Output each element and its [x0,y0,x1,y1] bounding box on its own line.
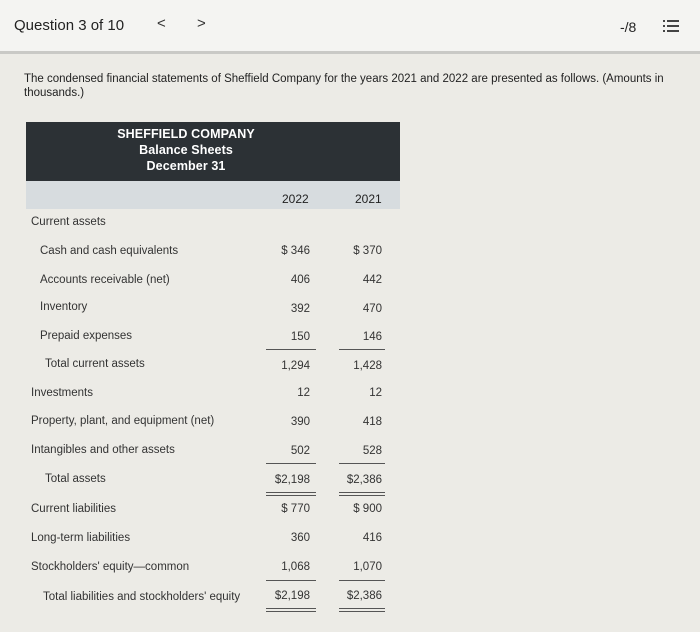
question-counter: Question 3 of 10 [14,17,125,34]
statement-date: December 31 [146,159,226,173]
cell-ppe-2022: 390 [290,416,310,428]
section-current-assets: Current assets [31,216,106,228]
underline [266,580,316,581]
cell-total-assets-2022: $2,198 [274,474,310,486]
cell-total-current-2021: 1,428 [353,360,382,372]
cell-prepaid-2022: 150 [290,331,310,343]
question-intro: The condensed financial statements of Sheffield Company for the years 2021 and 2022 are presented as follows. (Amounts in thousands.) [24,73,664,99]
cell-total-current-2022: 1,294 [281,360,310,372]
double-underline [266,492,316,493]
column-header-2021: 2021 [355,192,382,206]
cell-total-le-2022: $2,198 [274,590,310,602]
row-label-current-liabilities: Current liabilities [31,503,117,515]
cell-prepaid-2021: 146 [362,331,382,343]
cell-cash-2021: $ 370 [353,245,382,257]
row-label-cash: Cash and cash equivalents [40,245,179,257]
cell-investments-2021: 12 [369,387,382,399]
row-label-stockholders-equity: Stockholders' equity—common [31,561,190,573]
cell-current-liabilities-2022: $ 770 [281,503,310,515]
double-underline [266,495,316,496]
cell-lt-liabilities-2022: 360 [290,532,310,544]
company-name: SHEFFIELD COMPANY [117,127,255,141]
row-label-total-assets: Total assets [45,473,106,485]
balance-sheet-title-block [26,122,400,181]
column-header-bar [26,181,400,209]
underline [339,580,385,581]
double-underline [339,492,385,493]
chevron-left-icon[interactable]: < [157,15,166,32]
cell-equity-2022: 1,068 [281,561,310,573]
row-label-prepaid: Prepaid expenses [40,330,133,342]
row-label-total-current-assets: Total current assets [45,358,145,370]
double-underline [339,608,385,609]
cell-current-liabilities-2021: $ 900 [353,503,382,515]
underline [266,463,316,464]
cell-inventory-2021: 470 [362,303,382,315]
list-icon[interactable] [663,19,679,33]
score-display: -/8 [620,19,637,35]
cell-lt-liabilities-2021: 416 [362,532,382,544]
question-header [0,0,700,54]
cell-inventory-2022: 392 [290,303,310,315]
row-label-intangibles: Intangibles and other assets [31,444,175,456]
row-label-total-liabilities-equity: Total liabilities and stockholders' equity [43,591,241,603]
row-label-inventory: Inventory [40,301,88,313]
cell-ppe-2021: 418 [362,416,382,428]
row-label-ppe: Property, plant, and equipment (net) [31,415,215,427]
cell-intangibles-2022: 502 [290,445,310,457]
cell-total-assets-2021: $2,386 [346,474,382,486]
double-underline [266,608,316,609]
cell-cash-2022: $ 346 [281,245,310,257]
row-label-ar: Accounts receivable (net) [40,274,170,286]
underline [266,349,316,350]
cell-total-le-2021: $2,386 [346,590,382,602]
row-label-investments: Investments [31,387,93,399]
cell-investments-2022: 12 [297,387,310,399]
row-label-long-term-liabilities: Long-term liabilities [31,532,131,544]
cell-ar-2021: 442 [362,274,382,286]
column-header-2022: 2022 [282,192,309,206]
cell-intangibles-2021: 528 [362,445,382,457]
chevron-right-icon[interactable]: > [197,15,206,32]
underline [339,463,385,464]
double-underline [266,611,316,612]
cell-ar-2022: 406 [290,274,310,286]
underline [339,349,385,350]
statement-title: Balance Sheets [139,143,233,157]
cell-equity-2021: 1,070 [353,561,382,573]
double-underline [339,495,385,496]
double-underline [339,611,385,612]
